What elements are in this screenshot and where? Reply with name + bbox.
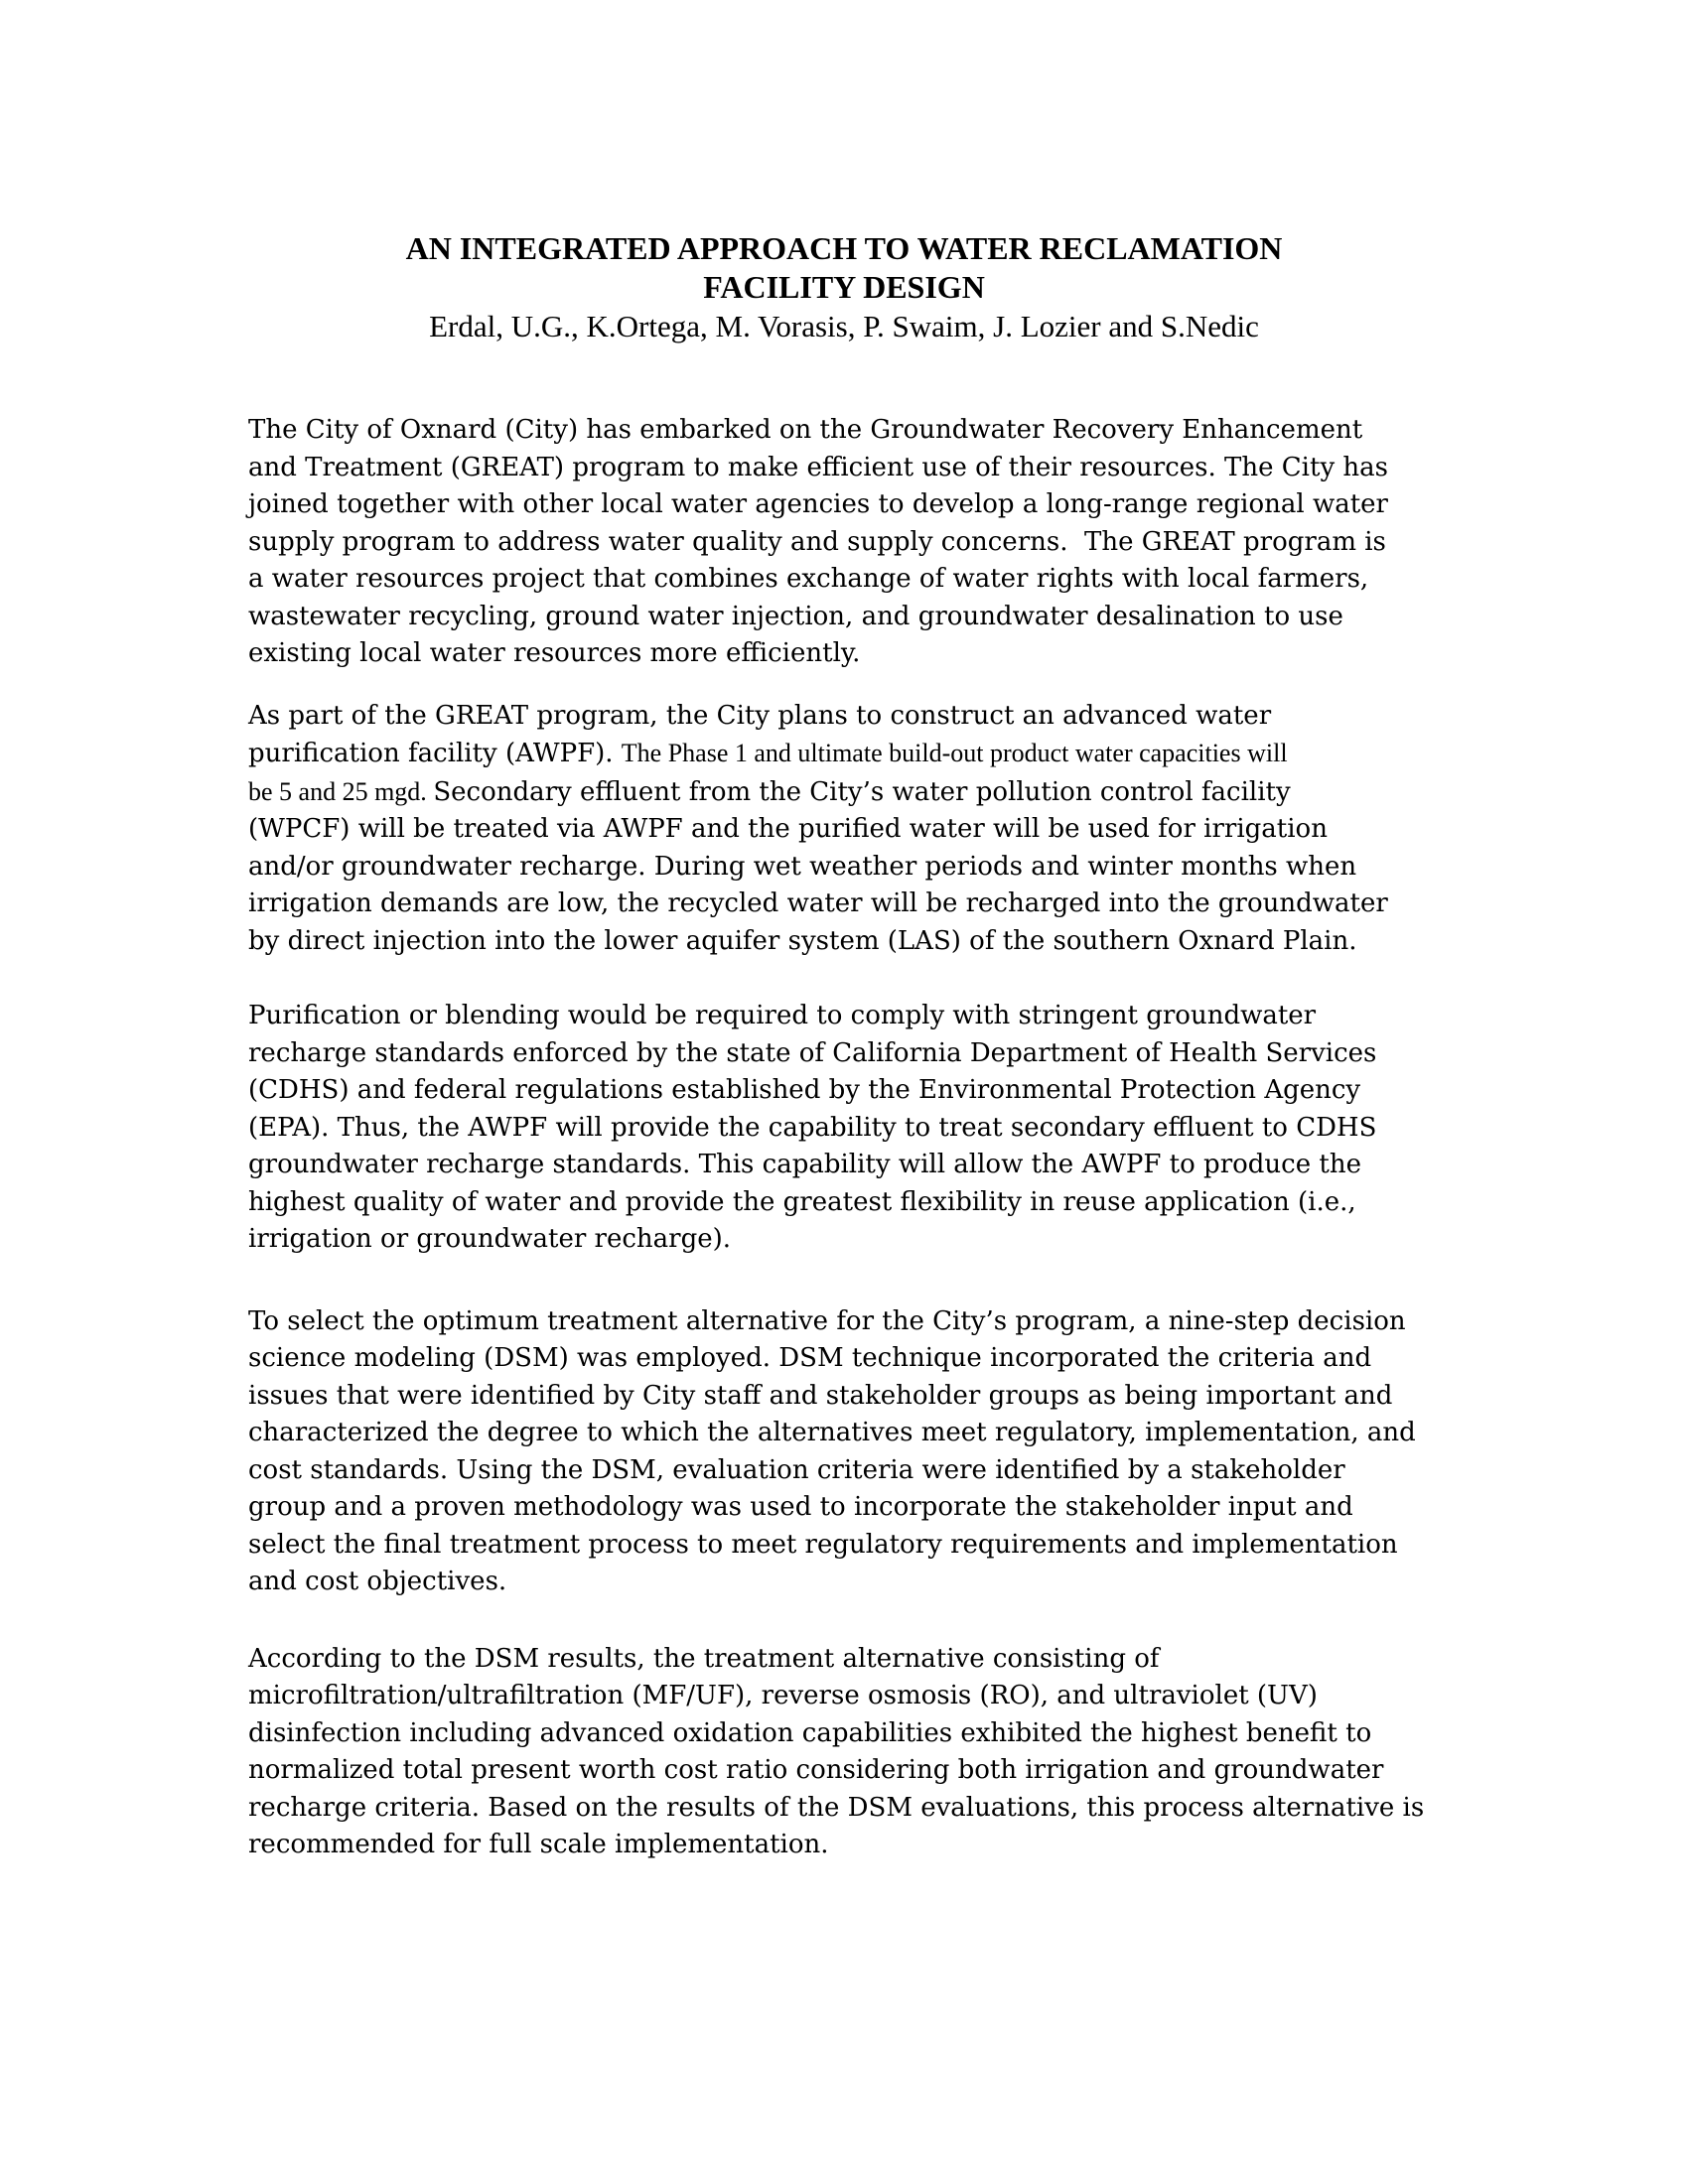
text-line	[248, 773, 1658, 812]
text-line: irrigation or groundwater recharge).	[248, 1224, 732, 1254]
text-line: and Treatment (GREAT) program to make efficient use of their resources. The City has	[248, 452, 1388, 482]
text-line: supply program to address water quality and supply concerns. The GREAT program is	[248, 526, 1386, 557]
text-segment-alt-font: be 5 and 25 mgd.	[248, 776, 434, 806]
abstract-paragraph-5	[248, 1641, 1658, 1864]
text-line: The City of Oxnard (City) has embarked on the Groundwater Recovery Enhancement	[248, 415, 1363, 445]
paper-authors: Erdal, U.G., K.Ortega, M. Vorasis, P. Swaim, J. Lozier and S.Nedic	[429, 309, 1259, 343]
text-line: recharge criteria. Based on the results of the DSM evaluations, this process alternative is	[248, 1792, 1425, 1823]
text-line: groundwater recharge standards. This capability will allow the AWPF to produce the	[248, 1150, 1361, 1179]
text-line: existing local water resources more efficiently.	[248, 638, 861, 668]
abstract-paragraph-3	[248, 998, 1658, 1259]
text-line: (WPCF) will be treated via AWPF and the purified water will be used for irrigation	[248, 814, 1328, 844]
text-line: (EPA). Thus, the AWPF will provide the capability to treat secondary effluent to CDHS	[248, 1112, 1377, 1143]
paper-title-line-1: AN INTEGRATED APPROACH TO WATER RECLAMATION	[405, 230, 1283, 266]
paper-title-line-2: FACILITY DESIGN	[703, 269, 985, 305]
text-segment: purification facility (AWPF).	[248, 739, 622, 768]
text-line: select the final treatment process to meet regulatory requirements and implementation	[248, 1529, 1398, 1560]
text-line: Purification or blending would be required to comply with stringent groundwater	[248, 1001, 1317, 1030]
text-line: and cost objectives.	[248, 1567, 507, 1596]
text-line: To select the optimum treatment alternative for the City’s program, a nine-step decision	[248, 1305, 1406, 1336]
text-line: normalized total present worth cost ratio considering both irrigation and groundwater	[248, 1755, 1384, 1785]
text-segment-alt-font: The Phase 1 and ultimate build-out product water capacities will	[621, 739, 1288, 767]
text-line: highest quality of water and provide the greatest flexibility in reuse application (i.e.,	[248, 1186, 1356, 1217]
text-line: characterized the degree to which the alternatives meet regulatory, implementation, and	[248, 1418, 1416, 1447]
text-line: irrigation demands are low, the recycled water will be recharged into the groundwater	[248, 888, 1388, 918]
text-line: issues that were identified by City staff and stakeholder groups as being important and	[248, 1380, 1393, 1411]
text-line: According to the DSM results, the treatment alternative consisting of	[248, 1643, 1160, 1674]
text-line	[248, 735, 1658, 773]
text-line: As part of the GREAT program, the City plans to construct an advanced water	[248, 700, 1272, 731]
text-line: a water resources project that combines exchange of water rights with local farmers,	[248, 564, 1369, 594]
text-line: recommended for full scale implementation.	[248, 1830, 829, 1859]
paper-header	[0, 229, 1688, 345]
text-line: microfiltration/ultrafiltration (MF/UF), reverse osmosis (RO), and ultraviolet (UV)	[248, 1681, 1318, 1710]
text-line: disinfection including advanced oxidation capabilities exhibited the highest benefit to	[248, 1717, 1372, 1748]
text-line: by direct injection into the lower aquifer system (LAS) of the southern Oxnard Plain.	[248, 925, 1357, 956]
text-segment: Secondary effluent from the City’s water pollution control facility	[433, 776, 1291, 807]
abstract-paragraph-2	[248, 698, 1658, 961]
abstract-paragraph-4	[248, 1303, 1658, 1601]
text-line: wastewater recycling, ground water injection, and groundwater desalination to use	[248, 601, 1343, 631]
text-line: (CDHS) and federal regulations established by the Environmental Protection Agency	[248, 1075, 1361, 1105]
abstract-paragraph-1	[248, 412, 1658, 673]
text-line: joined together with other local water agencies to develop a long-range regional water	[248, 489, 1388, 519]
text-line: group and a proven methodology was used to incorporate the stakeholder input and	[248, 1492, 1353, 1522]
text-line: cost standards. Using the DSM, evaluation criteria were identified by a stakeholder	[248, 1454, 1345, 1485]
text-line: recharge standards enforced by the state of California Department of Health Services	[248, 1037, 1377, 1068]
text-line: science modeling (DSM) was employed. DSM technique incorporated the criteria and	[248, 1343, 1372, 1373]
text-line: and/or groundwater recharge. During wet weather periods and winter months when	[248, 851, 1357, 882]
abstract-body	[248, 412, 1658, 1864]
